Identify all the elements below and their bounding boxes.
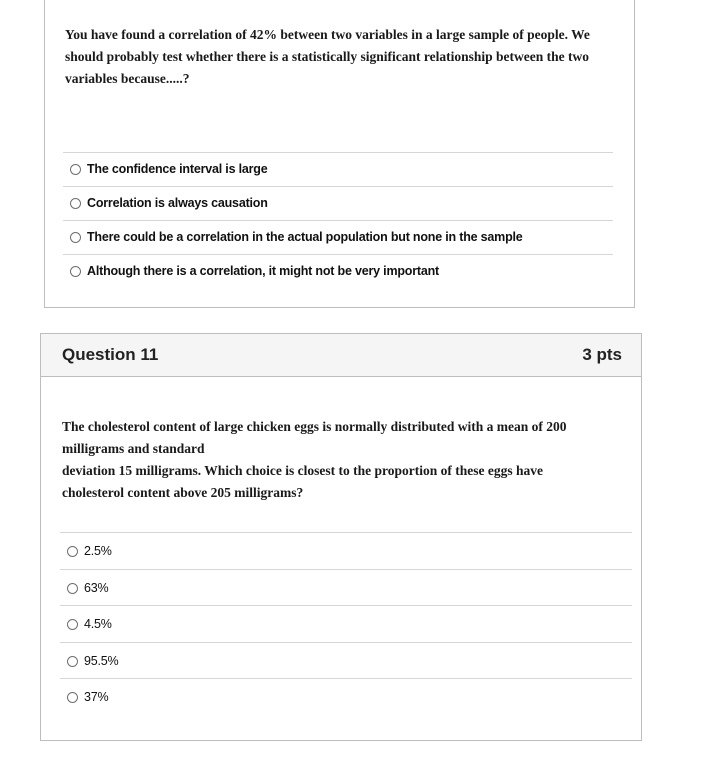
answer-option[interactable] (60, 569, 632, 606)
question-header (41, 334, 641, 377)
answer-label: There could be a correlation in the actual population but none in the sample (87, 230, 523, 244)
question-10-card (44, 0, 635, 308)
question-10-text: You have found a correlation of 42% between two variables in a large sample of people. We should probably test whether there is a statistically significant relationship between the two variables because.....? (65, 27, 590, 86)
answer-label: 37% (84, 690, 109, 704)
question-points: 3 pts (582, 345, 622, 364)
question-text-line: deviation 15 milligrams. Which choice is closest to the proportion of these eggs have cholesterol content above 205 milligrams? (62, 463, 543, 500)
radio-button[interactable] (67, 619, 78, 630)
answer-option[interactable] (60, 642, 632, 679)
answer-label: 2.5% (84, 544, 112, 558)
answer-label: Correlation is always causation (87, 196, 268, 210)
question-text-line: The cholesterol content of large chicken eggs is normally distributed with a mean of 200 milligrams and standard (62, 419, 567, 456)
answer-label: Although there is a correlation, it might not be very important (87, 264, 440, 278)
answer-option[interactable] (63, 186, 613, 220)
answer-option[interactable] (60, 678, 632, 715)
radio-button[interactable] (67, 546, 78, 557)
radio-button[interactable] (70, 198, 81, 209)
answer-option[interactable] (60, 605, 632, 642)
question-11-card (40, 333, 642, 741)
radio-button[interactable] (70, 266, 81, 277)
answer-option[interactable] (60, 532, 632, 569)
answer-label: 95.5% (84, 653, 119, 668)
radio-button[interactable] (67, 692, 78, 703)
answer-option[interactable] (63, 254, 613, 288)
answer-option[interactable] (63, 152, 613, 186)
answer-label: 4.5% (84, 617, 112, 631)
answer-option[interactable] (63, 220, 613, 254)
question-10-answers (63, 152, 613, 288)
radio-button[interactable] (67, 583, 78, 594)
radio-button[interactable] (70, 164, 81, 175)
question-11-text (62, 416, 607, 504)
radio-button[interactable] (67, 656, 78, 667)
question-title: Question 11 (62, 345, 159, 364)
radio-button[interactable] (70, 232, 81, 243)
answer-label: 63% (84, 580, 109, 595)
answer-label: The confidence interval is large (87, 162, 268, 176)
question-11-answers (60, 532, 632, 715)
